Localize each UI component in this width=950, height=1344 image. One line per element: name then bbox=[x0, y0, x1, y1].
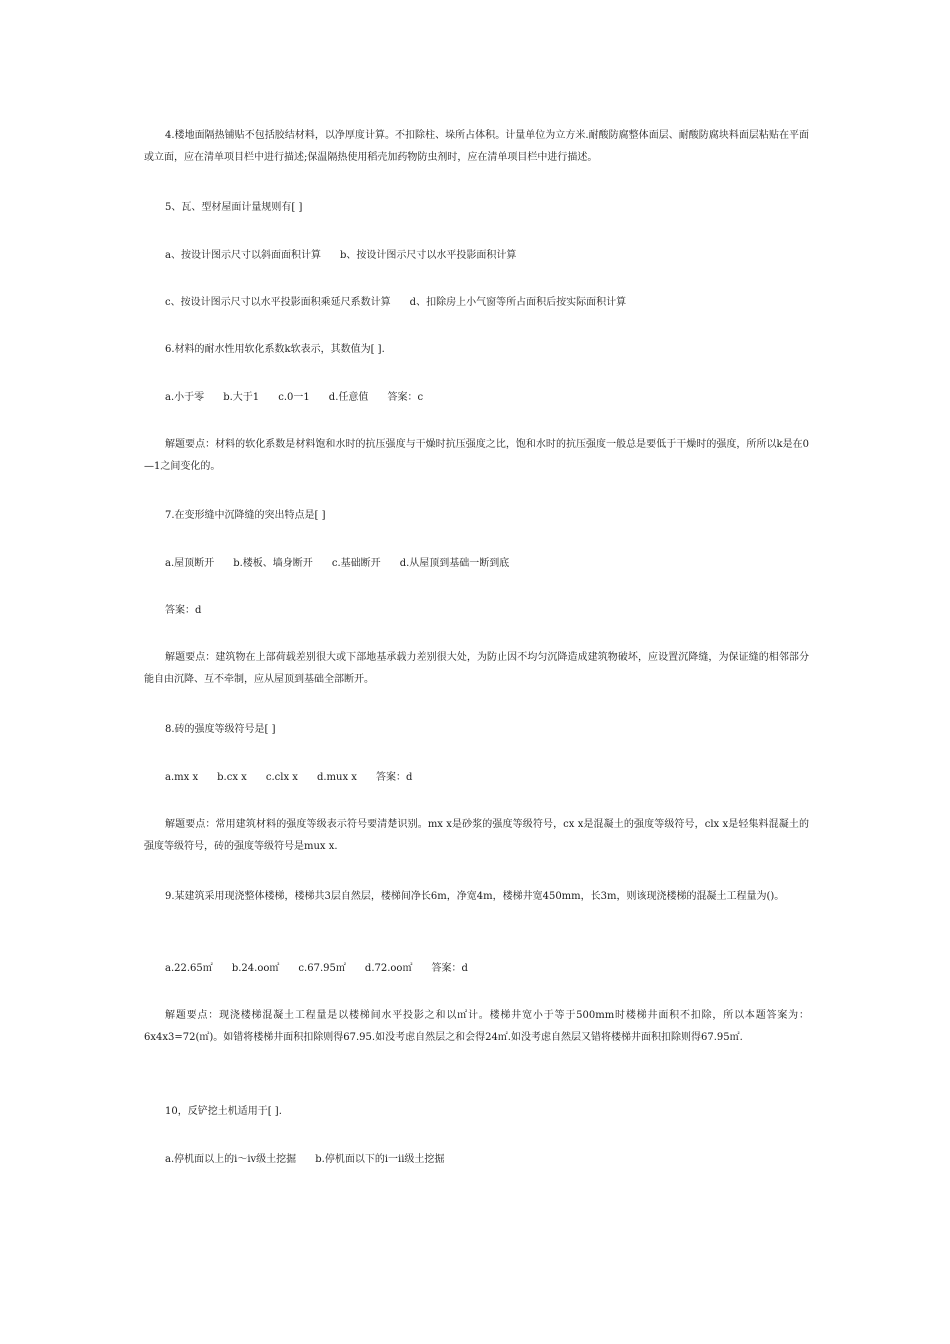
question-5: 5、瓦、型材屋面计量规则有[ ] bbox=[165, 202, 303, 213]
question-8-options: a.mx x b.cx x c.clx x d.mux x 答案：d bbox=[165, 772, 413, 783]
question-6-explanation: 解题要点：材料的软化系数是材料饱和水时的抗压强度与干燥时抗压强度之比，饱和水时的抗压强度一般总是要低于干燥时的强度，所所以k是在0—1之间变化的。 bbox=[144, 439, 809, 472]
question-5-options-ab: a、按设计图示尺寸以斜面面积计算 b、按设计图示尺寸以水平投影面积计算 bbox=[165, 250, 517, 261]
question-9: 9.某建筑采用现浇整体楼梯，楼梯共3层自然层，楼梯间净长6m，净宽4m，楼梯井宽450mm，长3m，则该现浇楼梯的混凝土工程量为()。 bbox=[165, 891, 785, 902]
question-7: 7.在变形缝中沉降缝的突出特点是[ ] bbox=[165, 510, 326, 521]
question-9-explanation: 解题要点：现浇楼梯混凝土工程量是以楼梯间水平投影之和以㎡计。楼梯井宽小于等于500mm时楼梯井面积不扣除，所以本题答案为：6x4x3=72(㎡)。如错将楼梯井面积扣除则得67.95.如没考虑自然层之和会得24㎡.如没考虑自然层又错将楼梯井面积扣除则得67.95㎡. bbox=[144, 1010, 809, 1043]
question-10-options: a.停机面以上的i～iv级土挖掘 b.停机面以下的i一ii级土挖掘 bbox=[165, 1154, 445, 1165]
question-7-answer: 答案：d bbox=[165, 605, 202, 616]
paragraph-note-4: 4.楼地面隔热铺贴不包括胶结材料，以净厚度计算。不扣除柱、垛所占体积。计量单位为立方米.耐酸防腐整体面层、耐酸防腐块料面层粘贴在平面或立面，应在清单项目栏中进行描述;保温隔热使用稻壳加药物防虫剂时，应在清单项目栏中进行描述。 bbox=[144, 130, 809, 163]
question-8: 8.砖的强度等级符号是[ ] bbox=[165, 724, 276, 735]
question-7-explanation: 解题要点：建筑物在上部荷载差别很大或下部地基承载力差别很大处，为防止因不均匀沉降造成建筑物破坏，应设置沉降缝，为保证缝的相邻部分能自由沉降、互不牵制，应从屋顶到基础全部断开。 bbox=[144, 652, 809, 685]
question-8-explanation: 解题要点：常用建筑材料的强度等级表示符号要清楚识别。mx x是砂浆的强度等级符号，cx x是混凝土的强度等级符号，clx x是轻集料混凝土的强度等级符号，砖的强度等级符号是mux x. bbox=[144, 819, 809, 852]
question-9-options: a.22.65㎡ b.24.oo㎡ c.67.95㎡ d.72.oo㎡ 答案：d bbox=[165, 963, 468, 974]
question-7-options: a.屋顶断开 b.楼板、墙身断开 c.基础断开 d.从屋顶到基础一断到底 bbox=[165, 558, 510, 569]
question-10: 10，反铲挖土机适用于[ ]. bbox=[165, 1106, 282, 1117]
question-6: 6.材料的耐水性用软化系数k软表示，其数值为[ ]. bbox=[165, 344, 385, 355]
document-page bbox=[144, 0, 809, 1344]
question-5-options-cd: c、按设计图示尺寸以水平投影面积乘延尺系数计算 d、扣除房上小气窗等所占面积后按实际面积计算 bbox=[165, 297, 627, 308]
question-6-options: a.小于零 b.大于1 c.0一1 d.任意值 答案：c bbox=[165, 392, 424, 403]
